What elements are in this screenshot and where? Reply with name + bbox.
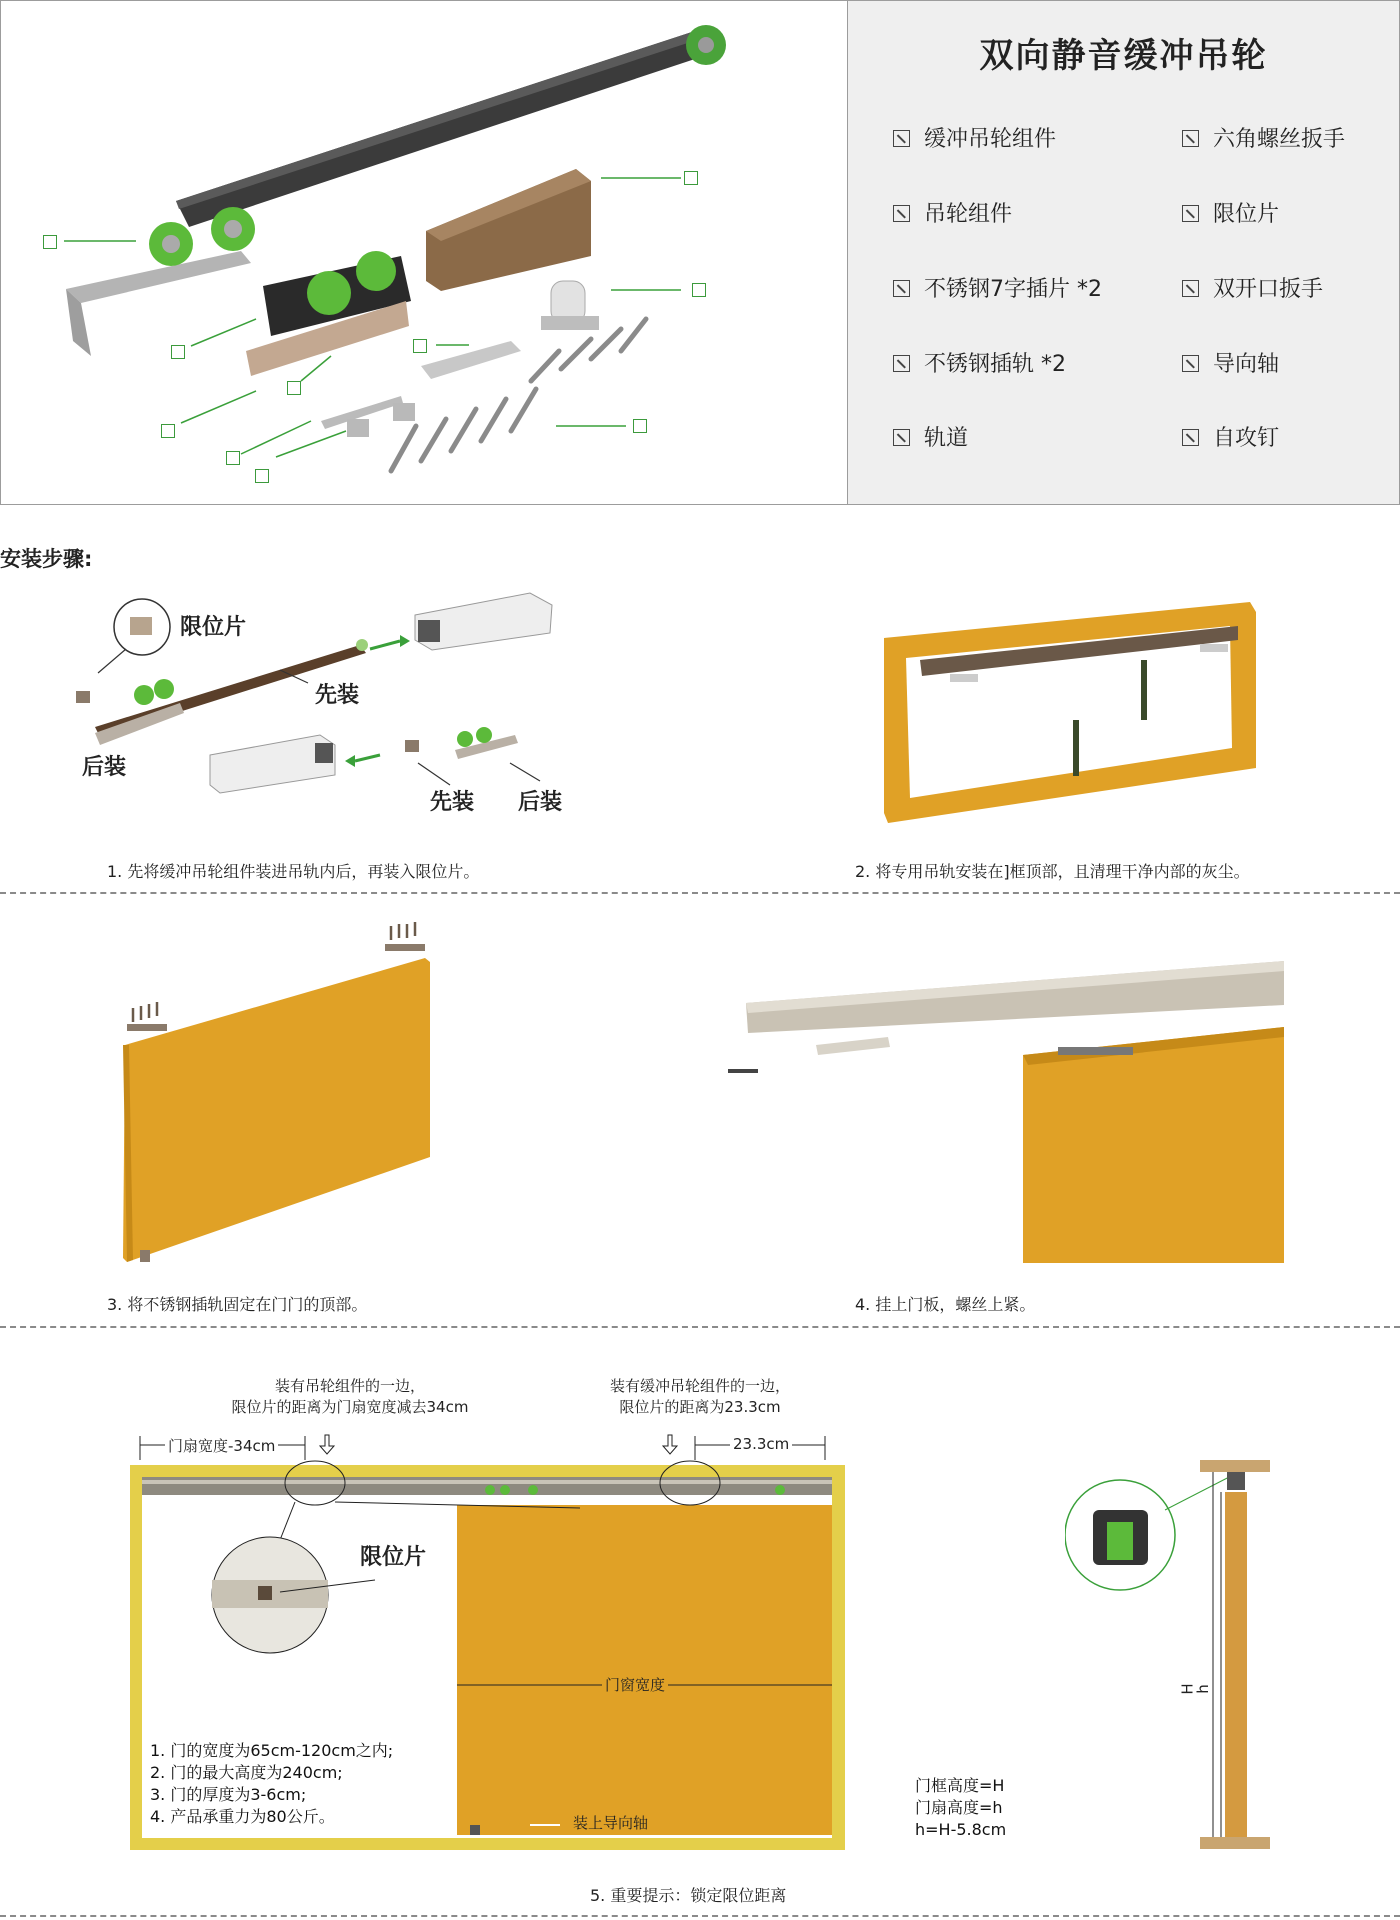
checkbox-icon [1182, 130, 1199, 147]
part-item: 导向轴 [1182, 347, 1279, 378]
label-limiter: 限位片 [360, 1545, 427, 1570]
part-item: 自攻钉 [1182, 421, 1279, 452]
checkbox-icon [1182, 205, 1199, 222]
checkbox-icon [1182, 280, 1199, 297]
product-photo [1, 1, 848, 504]
wrench-icon [421, 341, 521, 379]
height-big-label: H [1178, 1683, 1197, 1695]
down-arrow-icon [663, 1435, 677, 1454]
section-divider [0, 1326, 1400, 1328]
door-side-diagram [1065, 1450, 1285, 1860]
label-first: 先装 [315, 683, 360, 708]
wheel-icon [307, 271, 351, 315]
label-first: 先装 [430, 790, 475, 815]
part-item: 双开口扳手 [1182, 272, 1323, 303]
part-item: 吊轮组件 [893, 197, 1012, 228]
step3-illustration [115, 920, 435, 1270]
note-left: 装有吊轮组件的一边， 限位片的距离为门扇宽度减去34cm [231, 1377, 469, 1416]
step2-illustration [880, 598, 1260, 828]
part-item: 轨道 [893, 421, 968, 452]
part-item: 六角螺丝扳手 [1182, 122, 1345, 153]
step-caption: 1. 先将缓冲吊轮组件装进吊轨内后，再装入限位片。 [107, 862, 480, 881]
callout-box-icon [255, 469, 269, 483]
door-panel [123, 958, 430, 1262]
part-item: 不锈钢插轨 *2 [893, 347, 1066, 378]
down-arrow-icon [320, 1435, 334, 1454]
checkbox-icon [1182, 429, 1199, 446]
callout-box-icon [692, 283, 706, 297]
part-item: 限位片 [1182, 197, 1279, 228]
callout-box-icon [226, 451, 240, 465]
label-after: 后装 [518, 790, 563, 815]
nut-icon [347, 419, 369, 437]
step-caption: 4. 挂上门板，螺丝上紧。 [855, 1295, 1036, 1314]
callout-box-icon [633, 419, 647, 433]
label-limiter: 限位片 [180, 615, 247, 640]
callout-box-icon [161, 424, 175, 438]
checkbox-icon [893, 429, 910, 446]
checkbox-icon [893, 205, 910, 222]
step4-illustration [728, 955, 1288, 1265]
callout-box-icon [171, 345, 185, 359]
callout-box-icon [287, 381, 301, 395]
checkbox-icon [1182, 355, 1199, 372]
callout-box-icon [43, 235, 57, 249]
step-caption: 3. 将不锈钢插轨固定在门门的顶部。 [107, 1295, 368, 1314]
checkbox-icon [893, 130, 910, 147]
door-panel [457, 1505, 832, 1835]
wheel-icon [356, 251, 396, 291]
section-divider [0, 1915, 1400, 1917]
checkbox-icon [893, 355, 910, 372]
checkbox-icon [893, 280, 910, 297]
nut-icon [393, 403, 415, 421]
dim-left: 门扇宽度-34cm [165, 1435, 278, 1456]
note-right: 装有缓冲吊轮组件的一边， 限位片的距离为23.3cm [609, 1377, 790, 1416]
track-top [1200, 1460, 1270, 1472]
section-divider [0, 892, 1400, 894]
label-after: 后装 [82, 755, 127, 780]
part-item: 缓冲吊轮组件 [893, 122, 1056, 153]
hardware-parts-illustration [1, 1, 847, 504]
spec-list: 1. 门的宽度为65cm-120cm之内; 2. 门的最大高度为240cm; 3. 门的厚度为3-6cm; 4. 产品承重力为80公斤。 [150, 1741, 394, 1826]
part-item: 不锈钢7字插片 *2 [893, 272, 1102, 303]
door-panel [1023, 1027, 1284, 1263]
door-edge [1225, 1492, 1247, 1837]
callout-box-icon [413, 339, 427, 353]
door-width-label: 门窗宽度 [602, 1674, 668, 1695]
guide-label: 装上导向轴 [573, 1814, 649, 1832]
diagram-caption: 5. 重要提示：锁定限位距离 [590, 1886, 787, 1905]
step-caption: 2. 将专用吊轨安装在]框顶部，且清理干净内部的灰尘。 [855, 862, 1250, 881]
product-title: 双向静音缓冲吊轮 [979, 36, 1268, 76]
install-heading: 安装步骤: [0, 547, 93, 571]
callout-box-icon [684, 171, 698, 185]
screws-icon [391, 319, 646, 471]
height-small-label: h [1193, 1684, 1212, 1694]
dim-right: 23.3cm [730, 1435, 792, 1453]
height-notes: 门框高度=H 门扇高度=h h=H-5.8cm [915, 1776, 1007, 1839]
